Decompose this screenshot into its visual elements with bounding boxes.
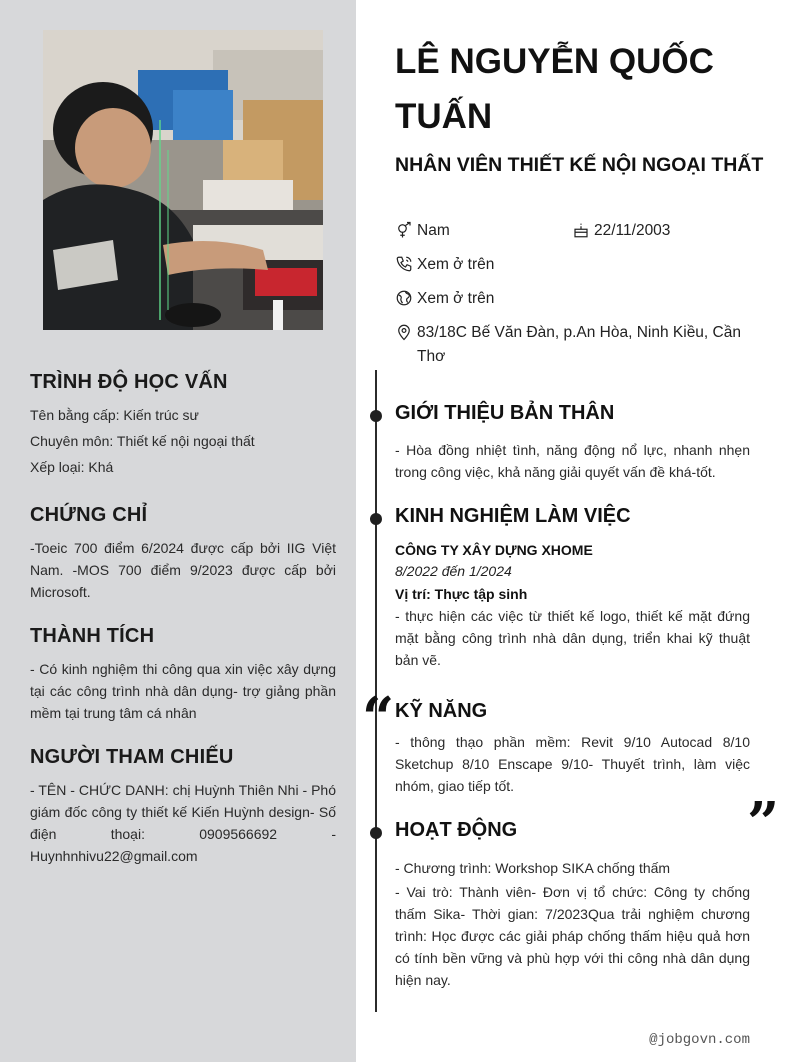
candidate-name: LÊ NGUYỄN QUỐC TUẤN	[395, 42, 714, 136]
achievements-text: - Có kinh nghiệm thi công qua xin việc xây dựng tại các công trình nhà dân dụng- trợ giảng phần mềm tại trung tâm cá nhân	[30, 661, 336, 721]
open-quote-icon: “	[362, 685, 395, 751]
certificates-text: -Toeic 700 điểm 6/2024 được cấp bởi IIG Việt Nam. -MOS 700 điểm 9/2023 được cấp bởi Microsoft.	[30, 540, 336, 600]
references-text: - TÊN - CHỨC DANH: chị Huỳnh Thiên Nhi - Phó giám đốc công ty thiết kế Kiến Huỳnh design- Số điện thoại: 0909566692 - Huynhnhivu22@gmail.com	[30, 782, 336, 864]
experience-company: CÔNG TY XÂY DỰNG XHOME	[395, 542, 593, 558]
references-section	[30, 746, 336, 867]
activities-title: HOẠT ĐỘNG	[395, 819, 518, 841]
experience-text: - thực hiện các việc từ thiết kế logo, thiết kế mặt đứng mặt bằng công trình nhà dân dụng, triển khai kỹ thuật bản vẽ.	[395, 608, 750, 668]
about-title: GIỚI THIỆU BẢN THÂN	[395, 402, 615, 424]
birthday-cake-icon	[572, 219, 594, 241]
activities-section	[395, 819, 750, 991]
website-row	[395, 287, 494, 311]
gender-value: Nam	[417, 222, 450, 239]
education-section	[30, 371, 336, 480]
website-value: Xem ở trên	[417, 290, 495, 307]
skills-section	[395, 700, 750, 797]
birthdate-row	[572, 219, 670, 243]
globe-icon	[395, 287, 417, 309]
address-value: 83/18C Bế Văn Đàn, p.An Hòa, Ninh Kiều, Cần Thơ	[417, 324, 741, 365]
experience-title: KINH NGHIỆM LÀM VIỆC	[395, 505, 631, 527]
skills-title: KỸ NĂNG	[395, 700, 488, 722]
profile-photo	[43, 30, 323, 330]
education-title: TRÌNH ĐỘ HỌC VẤN	[30, 371, 228, 393]
job-title: NHÂN VIÊN THIẾT KẾ NỘI NGOẠI THẤT	[395, 154, 764, 176]
experience-period: 8/2022 đến 1/2024	[395, 563, 512, 579]
location-pin-icon	[395, 321, 417, 343]
skills-text: - thông thạo phần mềm: Revit 9/10 Autocad 8/10 Sketchup 8/10 Enscape 9/10- Thuyết trình, làm việc nhóm, giao tiếp tốt.	[395, 734, 750, 794]
achievements-title: THÀNH TÍCH	[30, 625, 155, 647]
experience-position: Vị trí: Thực tập sinh	[395, 586, 528, 602]
timeline-dot	[370, 513, 382, 525]
certificates-section	[30, 504, 336, 603]
birthdate-value: 22/11/2003	[594, 222, 671, 239]
activities-text: - Vai trò: Thành viên- Đơn vị tổ chức: Công ty chống thấm Sika- Thời gian: 7/2023Qua trải nghiệm chương trình: Học được các giải pháp chống thấm hiệu quả hơn có tính bền vững và phù hợp với thi công nhà dân dụng hiện nay.	[395, 884, 750, 988]
timeline-dot	[370, 827, 382, 839]
address-row	[395, 321, 750, 369]
achievements-section	[30, 625, 336, 724]
certificates-title: CHỨNG CHỈ	[30, 504, 148, 526]
gender-row	[395, 219, 450, 243]
education-rank: Xếp loại: Khá	[30, 459, 114, 475]
timeline-dot	[370, 410, 382, 422]
education-major: Chuyên môn: Thiết kế nội ngoại thất	[30, 433, 255, 449]
experience-section	[395, 505, 750, 671]
phone-icon	[395, 253, 417, 275]
gender-icon	[395, 219, 417, 241]
phone-value: Xem ở trên	[417, 256, 495, 273]
activities-program: - Chương trình: Workshop SIKA chống thấm	[395, 860, 671, 876]
watermark: @jobgovn.com	[649, 1032, 750, 1048]
education-degree: Tên bằng cấp: Kiến trúc sư	[30, 407, 199, 423]
about-section	[395, 402, 750, 483]
close-quote-icon: ”	[747, 790, 780, 856]
phone-row	[395, 253, 494, 277]
references-title: NGƯỜI THAM CHIẾU	[30, 746, 234, 768]
about-text: - Hòa đồng nhiệt tình, năng động nổ lực, nhanh nhẹn trong công việc, khả năng giải quyết vấn đề khá-tốt.	[395, 442, 750, 480]
